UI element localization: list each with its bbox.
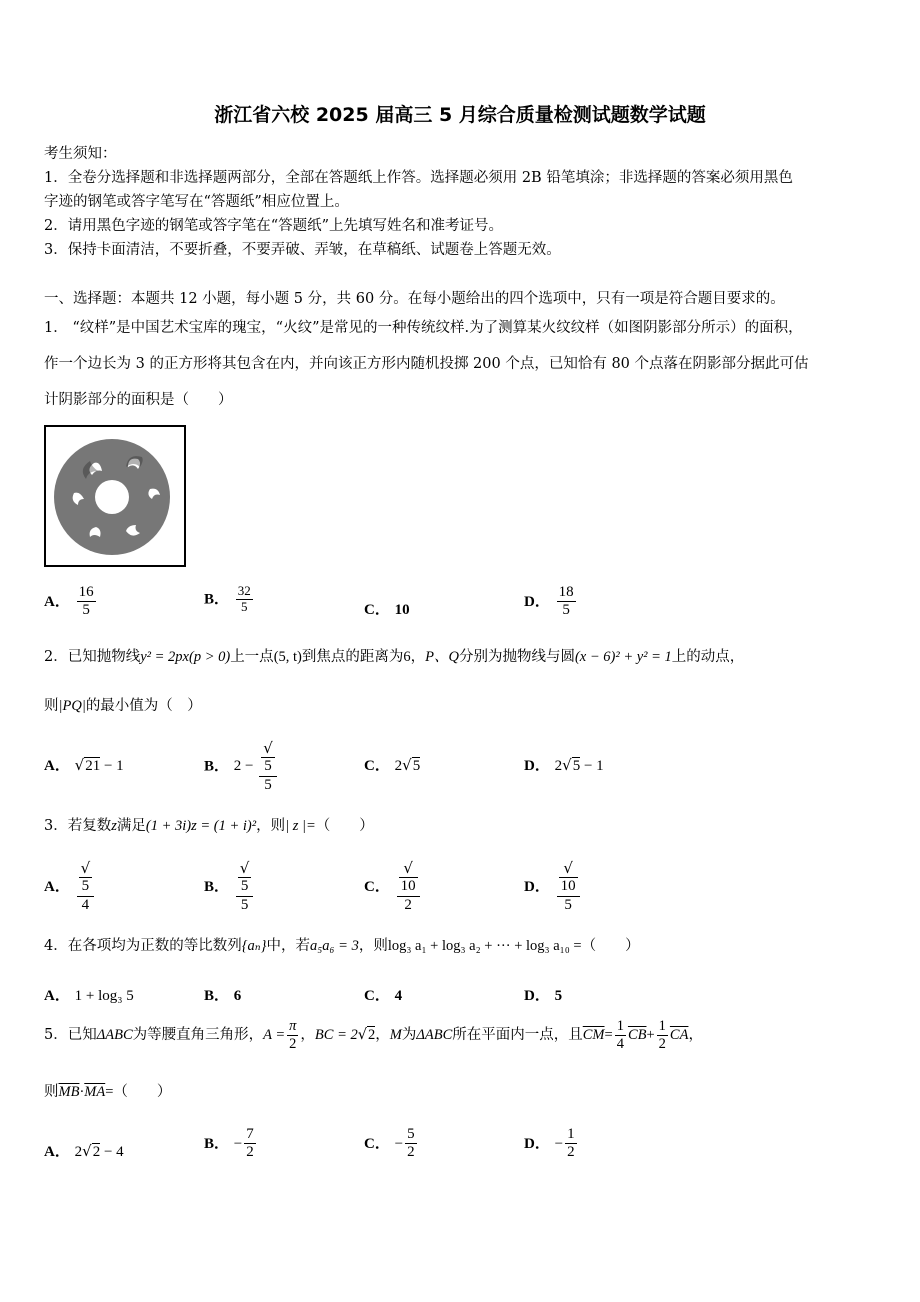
q1-option-d[interactable] [524, 584, 578, 620]
q5-option-a[interactable] [44, 1140, 124, 1161]
option-label: B． [204, 758, 230, 775]
q1-line-2: 作一个边长为 3 的正方形将其包含在内，并向该正方形内随机投掷 200 个点，已知恰有 80 个点落在阴影部分据此可估 [44, 356, 809, 372]
option-label: B． [204, 878, 230, 895]
option-label: A． [44, 988, 70, 1004]
option-label: D． [524, 878, 550, 895]
q3-option-d[interactable] [524, 860, 582, 914]
option-label: D． [524, 1135, 550, 1152]
q3-stem: 3．若复数z满足(1 + 3i)z = (1 + i)²，则| z |=（ ） [44, 818, 374, 834]
option-label: B． [204, 591, 230, 608]
option-fraction: $\frac{18}{5}$ [558, 584, 574, 619]
notice-item-1: 1．全卷分选择题和非选择题两部分，全部在答题纸上作答。选择题必须用 2B 铅笔填涂；非选择题的答案必须用黑色 [44, 170, 793, 186]
q1-line-1: 1． “纹样”是中国艺术宝库的瑰宝，“火纹”是常见的一种传统纹样.为了测算某火纹纹样（如图阴影部分所示）的面积， [44, 320, 803, 336]
q5-stem-line-1: 5．已知ΔABC为等腰直角三角形，A = $\frac{\pi}{2}$ ，BC = 2√2，M为ΔABC所在平面内一点，且$\overline{CM}=$ $\frac{1}{4}$ $\overline{CB}+$ $\frac{1}{2}$ $\overline{CA}$， [44, 1018, 703, 1052]
q2-option-b[interactable] [204, 740, 279, 794]
option-value: 2 − √ 5 5 [234, 758, 279, 774]
q5-stem-line-2: 则$\overline{MB}\cdot\overline{MA}=$（ ） [44, 1084, 172, 1100]
q2-line-1: 2．已知抛物线y² = 2px(p > 0)上一点(5, t)到焦点的距离为6，P、Q分别为抛物线与圆(x − 6)² + y² = 1上的动点， [44, 649, 745, 665]
option-fraction: √ 10 2 [397, 860, 420, 914]
q4-option-b[interactable] [204, 984, 241, 1005]
q3-option-a[interactable] [44, 860, 96, 914]
option-sign: − [233, 1135, 243, 1152]
option-value: 5 [554, 988, 563, 1004]
q5-option-c[interactable] [364, 1126, 419, 1162]
option-label: C． [364, 758, 390, 774]
option-value: 2√5 [394, 756, 421, 774]
option-label: D． [524, 593, 550, 610]
option-fraction: $\frac{16}{5}$ [78, 584, 94, 619]
q4-option-c[interactable] [364, 984, 402, 1005]
fire-pattern-icon [46, 427, 184, 565]
q4-option-a[interactable] [44, 984, 134, 1005]
option-fraction: $\frac{7}{2}$ [246, 1126, 254, 1161]
option-value: 4 [394, 988, 403, 1004]
option-fraction: √ 5 4 [77, 860, 95, 914]
notice-item-3: 3．保持卡面清洁，不要折叠，不要弄破、弄皱，在草稿纸、试题卷上答题无效。 [44, 242, 561, 258]
option-label: D． [524, 758, 550, 774]
notice-item-1-cont: 字迹的钢笔或答字笔写在“答题纸”相应位置上。 [44, 194, 349, 210]
option-value: 6 [233, 988, 242, 1004]
notice-heading: 考生须知： [44, 146, 117, 162]
option-label: C． [364, 1135, 390, 1152]
option-value: 2√5 − 1 [554, 756, 604, 774]
q4-option-d[interactable] [524, 984, 562, 1005]
q3-option-b[interactable] [204, 860, 255, 914]
fire-pattern-figure [44, 425, 186, 567]
option-fraction: $\frac{1}{2}$ [567, 1126, 575, 1161]
q2-option-a[interactable] [44, 754, 124, 775]
option-sign: − [394, 1135, 404, 1152]
option-value: √21 − 1 [74, 756, 124, 774]
q1-option-a[interactable] [44, 584, 98, 620]
option-label: C． [364, 988, 390, 1004]
option-label: C． [364, 602, 390, 618]
option-sign: − [554, 1135, 564, 1152]
q1-option-c[interactable] [364, 598, 410, 619]
option-label: D． [524, 988, 550, 1004]
option-value: 2√2 − 4 [74, 1142, 124, 1160]
q1-line-3: 计阴影部分的面积是（ ） [44, 392, 233, 408]
option-fraction: $\frac{5}{2}$ [407, 1126, 415, 1161]
option-label: B． [204, 1135, 230, 1152]
q4-stem: 4．在各项均为正数的等比数列{aₙ}中，若a₅a₆ = 3，则log₃ a₁ + log₃ a₂ + ··· + log₃ a₁₀ =（ ） [44, 938, 640, 954]
q2-line-2: 则|PQ|的最小值为（ ） [44, 698, 202, 714]
option-label: A． [44, 878, 70, 895]
q2-option-c[interactable] [364, 754, 420, 775]
option-label: A． [44, 758, 70, 774]
option-label: A． [44, 1144, 70, 1160]
option-label: A． [44, 593, 70, 610]
option-label: C． [364, 878, 390, 895]
option-fraction: √ 10 5 [557, 860, 580, 914]
option-fraction: √ 5 5 [236, 860, 254, 914]
option-fraction: $\frac{32}{5}$ [237, 583, 251, 614]
notice-item-2: 2．请用黑色字迹的钢笔或答字笔在“答题纸”上先填写姓名和准考证号。 [44, 218, 504, 234]
q2-option-d[interactable] [524, 754, 604, 775]
section-heading: 一、选择题：本题共 12 小题，每小题 5 分，共 60 分。在每小题给出的四个选项中，只有一项是符合题目要求的。 [44, 291, 785, 307]
q5-option-d[interactable] [524, 1126, 579, 1162]
option-value: 10 [394, 602, 410, 618]
q5-option-b[interactable] [204, 1126, 258, 1162]
page-title: 浙江省六校 2025 届高三 5 月综合质量检测试题数学试题 [214, 104, 706, 126]
q1-option-b[interactable] [204, 584, 255, 615]
q3-option-c[interactable] [364, 860, 422, 914]
option-value: 1 + log₃ 5 [74, 988, 134, 1004]
option-label: B． [204, 988, 230, 1004]
